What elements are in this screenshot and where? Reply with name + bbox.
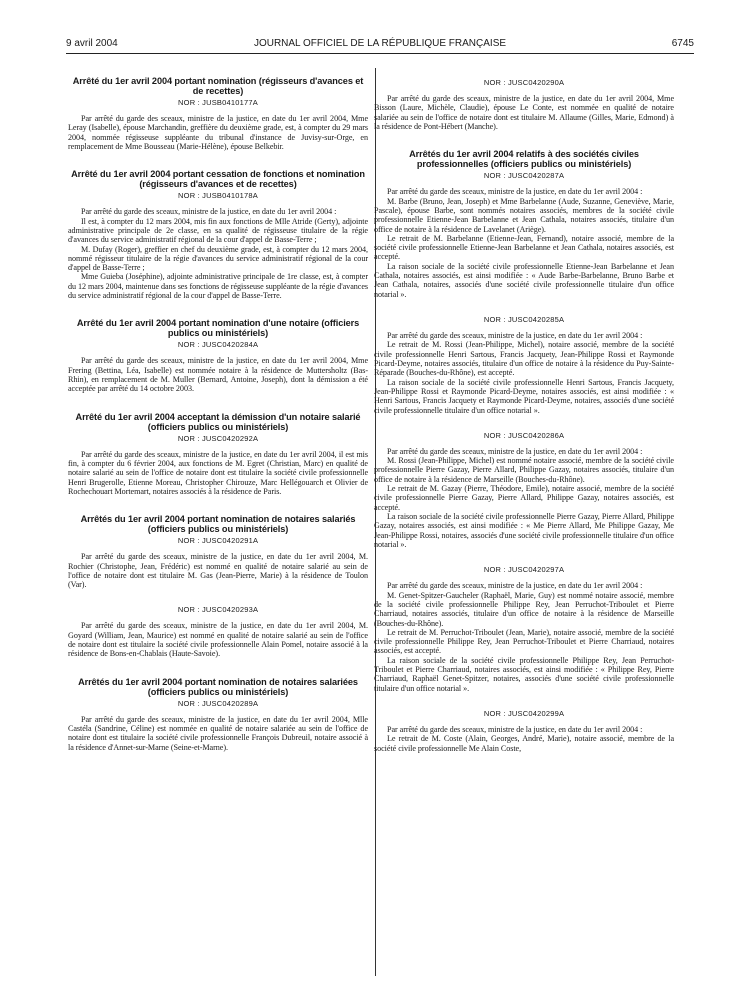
decree-paragraph: Il est, à compter du 12 mars 2004, mis fin aux fonctions de Mlle Atride (Gerty), adjointe administrative principale de 2e classe, en sa qualité de régisseuse titulaire de la régie d'avances du service administratif régional de la cour d'appel de Basse-Terre ;: [68, 216, 368, 245]
decree-paragraph: Par arrêté du garde des sceaux, ministre de la justice, en date du 1er avril 2004, il est mis fin, à compter du 6 février 2004, aux fonctions de M. Egret (Christian, Marc) en qualité de notaire salarié au sein de l'office de notaire dont est titulaire la société civile professionnelle Henri Brugerolle, Etienne Moreau, Christopher Chirouze, Marc Hellégouarch et Olivier de Rochechouart Mortemart, notaires associés à la résidence de Paris.: [68, 449, 368, 496]
decree-section: [68, 605, 368, 658]
decree-paragraph: Le retrait de M. Rossi (Jean-Philippe, Michel), notaire associé, membre de la société civile professionnelle Henri Sartous, Francis Jacquety, Jean-Philippe Rossi et Raymonde Picard-Deyme, notaires associés, titulaire d'un office de notaire à la résidence du Puy-Sainte-Réparade (Bouches-du-Rhône), est accepté.: [374, 340, 674, 378]
nor-reference: NOR : JUSC0420287A: [483, 171, 565, 181]
header-date: 9 avril 2004: [66, 38, 118, 49]
journal-title: JOURNAL OFFICIEL DE LA RÉPUBLIQUE FRANÇAISE: [253, 38, 507, 49]
decree-paragraph: Le retrait de M. Perruchot-Triboulet (Jean, Marie), notaire associé, membre de la société civile professionnelle Philippe Rey, Jean Perruchot-Triboulet et Pierre Charriaud, notaires associés, est accepté.: [374, 627, 674, 656]
decree-paragraph: Par arrêté du garde des sceaux, ministre de la justice, en date du 1er avril 2004, M. Rochier (Christophe, Jean, Frédéric) est nommé en qualité de notaire salarié au sein de l'office de notaire dont est titulaire M. Gas (Jean-Pierre, Marie) à la résidence de Toulon (Var).: [68, 552, 368, 590]
right-column: [374, 76, 674, 753]
decree-title: Arrêtés du 1er avril 2004 portant nomination de notaires salariées (officiers publics ou ministériels): [78, 676, 358, 697]
decree-paragraph: La raison sociale de la société civile professionnelle Henri Sartous, Francis Jacquety, Jean-Philippe Rossi et Raymonde Picard-Deyme, notaires associés, est ainsi modifiée : « Henri Sartous, Francis Jacquety et Raymonde Picard-Deyme, notaires, associés d'une société civile professionnelle titulaire d'un office notarial ».: [374, 377, 674, 415]
decree-section: [374, 565, 674, 693]
decree-paragraph: Par arrêté du garde des sceaux, ministre de la justice, en date du 1er avril 2004 :: [81, 207, 337, 217]
decree-section: [68, 318, 368, 393]
decree-paragraph: Par arrêté du garde des sceaux, ministre de la justice, en date du 1er avril 2004, Mme Frering (Bettina, Léa, Isabelle) est nommée notaire à la résidence de Muttersholtz (Bas-Rhin), en remplacement de M. Muller (Bernard, Antoine, Joseph), dont la démission a été acceptée par arrêté du 14 octobre 2003.: [68, 356, 368, 394]
nor-reference: NOR : JUSB0410178A: [178, 191, 258, 201]
decree-paragraph: Par arrêté du garde des sceaux, ministre de la justice, en date du 1er avril 2004 :: [387, 331, 643, 340]
decree-title: Arrêtés du 1er avril 2004 relatifs à des sociétés civiles professionnelles (officiers publics ou ministériels): [409, 149, 639, 170]
decree-section: [374, 78, 674, 131]
decree-title: Arrêté du 1er avril 2004 portant cessation de fonctions et nomination (régisseurs d'avances et de recettes): [71, 169, 365, 190]
decree-section: [68, 169, 368, 300]
decree-section: [68, 76, 368, 151]
decree-section: [374, 149, 674, 299]
left-column: [68, 76, 368, 752]
header-rule: [66, 53, 694, 54]
decree-paragraph: Par arrêté du garde des sceaux, ministre de la justice, en date du 1er avril 2004, Mlle Castéla (Sandrine, Céline) est nommée en qualité de notaire salariée au sein de l'office de notaire dont est titulaire la société civile professionnelle François Dubreuil, notaire associé à la résidence d'Annet-sur-Marne (Seine-et-Marne).: [68, 714, 368, 752]
decree-section: [68, 514, 368, 589]
decree-paragraph: M. Genet-Spitzer-Gaucheler (Raphaël, Marie, Guy) est nommé notaire associé, membre de la société civile professionnelle Philippe Rey, Jean Perruchot-Triboulet et Pierre Charriaud, notaires associés, titulaire d'un office de notaire à la résidence de Marseille (Bouches-du-Rhône).: [374, 590, 674, 628]
decree-section: [374, 315, 674, 415]
decree-section: [374, 709, 674, 753]
page-number: 6745: [671, 38, 694, 49]
decree-paragraph: M. Rossi (Jean-Philippe, Michel) est nommé notaire associé, membre de la société civile professionnelle Pierre Gazay, Pierre Allard, Philippe Gazay, notaires associés, titulaire d'un office de notaire à la résidence de Marseille (Bouches-du-Rhône).: [374, 456, 674, 484]
nor-reference: NOR : JUSC0420299A: [483, 709, 565, 718]
decree-paragraph: Par arrêté du garde des sceaux, ministre de la justice, en date du 1er avril 2004 :: [387, 725, 643, 734]
decree-section: [68, 412, 368, 497]
decree-title: Arrêté du 1er avril 2004 portant nomination d'une notaire (officiers publics ou ministériels): [76, 318, 360, 339]
decree-paragraph: Le retrait de M. Gazay (Pierre, Théodore, Emile), notaire associé, membre de la société civile professionnelle Pierre Gazay, Pierre Allard, Philippe Gazay, notaires associés, est accepté.: [374, 484, 674, 512]
decree-paragraph: Par arrêté du garde des sceaux, ministre de la justice, en date du 1er avril 2004 :: [387, 446, 643, 456]
nor-reference: NOR : JUSC0420290A: [483, 78, 565, 87]
nor-reference: NOR : JUSC0420285A: [483, 315, 565, 324]
decree-title: Arrêté du 1er avril 2004 portant nomination (régisseurs d'avances et de recettes): [72, 76, 364, 96]
decree-paragraph: Le retrait de M. Coste (Alain, Georges, André, Marie), notaire associé, membre de la société civile professionnelle Me Alain Coste,: [374, 734, 674, 753]
nor-reference: NOR : JUSC0420297A: [483, 565, 565, 575]
decree-paragraph: M. Barbe (Bruno, Jean, Joseph) et Mme Barbelanne (Aude, Suzanne, Geneviève, Marie, Pascale), épouse Barbe, sont nommés notaires associés, membres de la société civile professionnelle Etienne-Jean Barbelanne et Jean Cathala, notaires associés, titulaire d'un office de notaire à la résidence de Lavelanet (Ariège).: [374, 196, 674, 234]
decree-paragraph: Par arrêté du garde des sceaux, ministre de la justice, en date du 1er avril 2004 :: [387, 187, 643, 197]
page-header: [66, 38, 694, 54]
decree-title: Arrêté du 1er avril 2004 acceptant la démission d'un notaire salarié (officiers publics ou ministériels): [75, 411, 361, 432]
decree-paragraph: La raison sociale de la société civile professionnelle Pierre Gazay, Pierre Allard, Philippe Gazay, notaires associés, est ainsi modifiée : « Me Pierre Allard, Me Philippe Gazay, Me Jean-Philippe Rossi, notaires, associés d'une société civile professionnelle titulaire d'un office notarial ».: [374, 512, 674, 549]
decree-paragraph: M. Dufay (Roger), greffier en chef du deuxième grade, est, à compter du 12 mars 2004, nommé régisseur titulaire de la régie d'avances du service administratif régional de la cour d'appel de Basse-Terre ;: [68, 244, 368, 273]
decree-paragraph: La raison sociale de la société civile professionnelle Philippe Rey, Jean Perruchot-Triboulet et Pierre Charriaud, notaires associés, est ainsi modifiée : « Philippe Rey, Pierre Charriaud, Raphaël Genet-Spitzer, notaires, associés d'une société civile professionnelle titulaire d'un office notarial ».: [374, 655, 674, 693]
decree-section: [374, 431, 674, 549]
nor-reference: NOR : JUSC0420284A: [177, 340, 259, 350]
nor-reference: NOR : JUSC0420292A: [177, 433, 259, 443]
nor-reference: NOR : JUSC0420293A: [177, 605, 259, 615]
decree-paragraph: Par arrêté du garde des sceaux, ministre de la justice, en date du 1er avril 2004, M. Goyard (William, Jean, Maurice) est nommé en qualité de notaire salarié au sein de l'office de notaire dont est titulaire la société civile professionnelle Alain Pomel, notaire associé à la résidence de Bons-en-Chablais (Haute-Savoie).: [68, 621, 368, 659]
nor-reference: NOR : JUSB0410177A: [178, 98, 258, 107]
decree-paragraph: La raison sociale de la société civile professionnelle Etienne-Jean Barbelanne et Jean Cathala, notaires associés, est ainsi modifiée : « Aude Barbe-Barbelanne, Bruno Barbe et Jean Cathala, notaires, associés d'une société civile professionnelle titulaire d'un office notarial ».: [374, 261, 674, 299]
decree-section: [68, 677, 368, 752]
decree-paragraph: Par arrêté du garde des sceaux, ministre de la justice, en date du 1er avril 2004, Mme Leray (Isabelle), épouse Marchandin, greffière du deuxième grade, est, à compter du 29 mars 2004, nommée régisseuse suppléante du tribunal d'instance de Juvisy-sur-Orge, en remplacement de Mme Bousseau (Marie-Hélène), épouse Belkebir.: [68, 114, 368, 151]
nor-reference: NOR : JUSC0420291A: [177, 536, 259, 546]
decree-paragraph: Par arrêté du garde des sceaux, ministre de la justice, en date du 1er avril 2004 :: [387, 581, 643, 591]
decree-paragraph: Par arrêté du garde des sceaux, ministre de la justice, en date du 1er avril 2004, Mme Bisson (Laure, Michèle, Claudie), épouse Le Conte, est nommée en qualité de notaire salariée au sein de l'office de notaire dont est titulaire M. Allaume (Gilles, Marie, Edmond) à la résidence de Pont-Hébert (Manche).: [374, 94, 674, 131]
decree-paragraph: Mme Guieba (Joséphine), adjointe administrative principale de 1re classe, est, à compter du 12 mars 2004, maintenue dans ses fonctions de régisseuse suppléante de la régie d'avances du service administratif régional de la cour d'appel de Basse-Terre.: [68, 272, 368, 301]
nor-reference: NOR : JUSC0420286A: [483, 430, 565, 440]
decree-title: Arrêtés du 1er avril 2004 portant nomination de notaires salariés (officiers publics ou ministériels): [80, 514, 356, 535]
nor-reference: NOR : JUSC0420289A: [177, 698, 259, 708]
decree-paragraph: Le retrait de M. Barbelanne (Etienne-Jean, Fernand), notaire associé, membre de la société civile professionnelle Etienne-Jean Barbelanne et Jean Cathala, notaires associés, est accepté.: [374, 233, 674, 262]
